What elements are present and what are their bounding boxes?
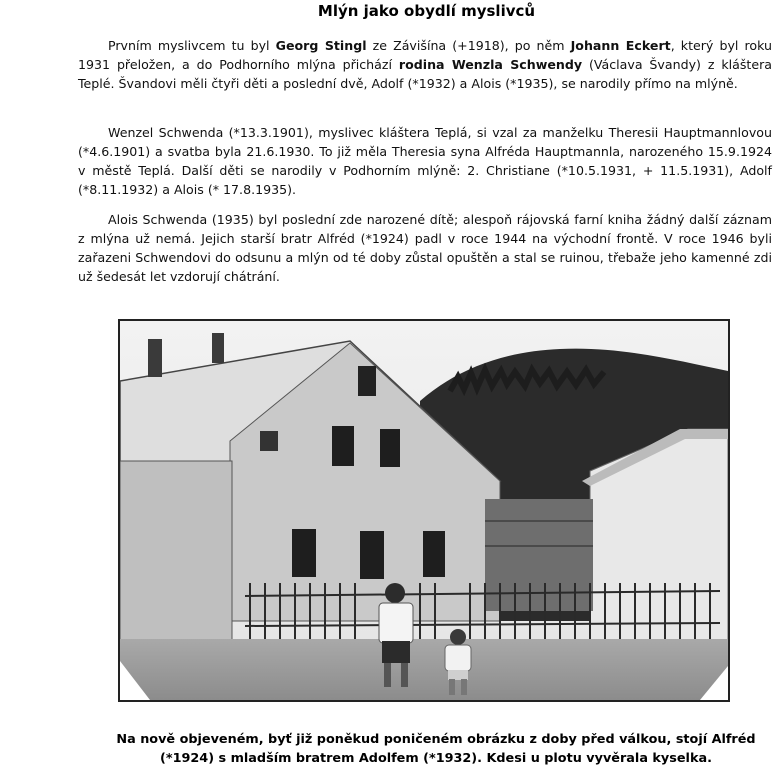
paragraph-alois-schwenda: Alois Schwenda (1935) byl poslední zde narozené dítě; alespoň rájovská farní kniha žádný další záznam z mlýna už nemá. Jejich starší bratr Alfréd (*1924) padl v roce 1944 na východní frontě. V roce 1946 byli zařazeni Schwendovi do odsunu a mlýn od té doby zůstal opuštěn a stal se ruinou, třebaže jeho kamenné zdi už šedesát let vzdorují chátrání. [78, 212, 772, 284]
name-georg-stingl: Georg Stingl [275, 38, 367, 53]
photo-caption: Na nově objeveném, byť již poněkud poničeném obrázku z doby před válkou, stojí Alfréd (*1924) s mladším bratrem Adolfem (*1932). Kdesi u plotu vyvěrala kyselka. [116, 732, 756, 766]
window [292, 529, 316, 577]
window [423, 531, 445, 577]
name-schwenda-family: rodina Wenzla Schwendy [398, 57, 583, 72]
attic-window [358, 366, 376, 396]
window [380, 429, 400, 467]
page-title: Mlýn jako obydlí myslivců [317, 2, 536, 20]
window [260, 431, 278, 451]
window [360, 531, 384, 579]
paragraph-wenzel-schwenda: Wenzel Schwenda (*13.3.1901), myslivec kláštera Teplá, si vzal za manželku Theresii Hauptmannlovou (*4.6.1901) a svatba byla 21.6.1930. To již měla Theresia syna Alfréda Hauptmannla, narozeného 15.9.1924 v městě Teplá. Další děti se narodily v Podhorním mlýně: 2. Christiane (*10.5.1931, + 11.5.1931), Adolf (*8.11.1932) a Alois (* 17.8.1935). [78, 125, 772, 197]
historic-mill-photo [118, 319, 730, 702]
chimney-right [212, 333, 224, 363]
main-house-wall [120, 461, 232, 651]
meadow [120, 639, 728, 700]
chimney-left [148, 339, 162, 377]
paragraph-first-gamekeepers: Prvním myslivcem tu byl Georg Stingl ze Závišína (+1918), po něm Johann Eckert, který byl roku 1931 přeložen, a do Podhorního mlýna přichází rodina Wenzla Schwendy (Václava Švandy) z kláštera Teplé. Švandovi měli čtyři děti a poslední dvě, Adolf (*1932) a Alois (*1935), se narodily přímo na mlýně. [78, 38, 772, 91]
mill-photo-illustration [120, 321, 728, 700]
window [332, 426, 354, 466]
name-johann-eckert: Johann Eckert [570, 38, 671, 53]
